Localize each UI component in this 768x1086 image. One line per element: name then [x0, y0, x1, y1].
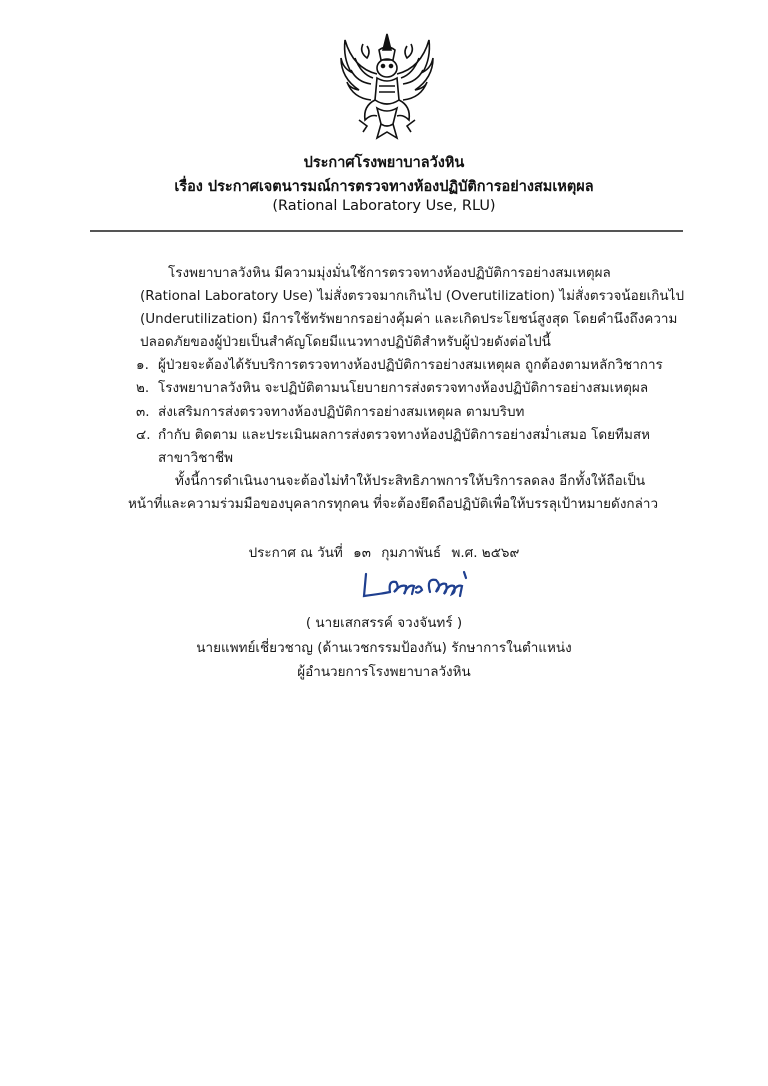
- date-month: กุมภาพันธ์: [381, 545, 442, 561]
- signer-title: ผู้อำนวยการโรงพยาบาลวังหิน: [297, 664, 471, 680]
- date-year: พ.ศ. ๒๕๖๙: [451, 545, 520, 561]
- header-divider: [90, 230, 683, 232]
- intro-line: โรงพยาบาลวังหิน มีความมุ่งมั่นใช้การตรวจทางห้องปฏิบัติการอย่างสมเหตุผล: [168, 265, 611, 281]
- intro-line: (Underutilization) มีการใช้ทรัพยากรอย่างคุ้มค่า และเกิดประโยชน์สูงสุด โดยคำนึงถึงความ: [140, 311, 678, 327]
- garuda-emblem-icon: [333, 28, 441, 146]
- date-day: ๑๓: [353, 545, 371, 561]
- list-item-text: กำกับ ติดตาม และประเมินผลการส่งตรวจทางห้องปฏิบัติการอย่างสม่ำเสมอ โดยทีมสห: [158, 427, 650, 443]
- list-item-number: ๔.: [136, 427, 151, 443]
- list-item: [136, 376, 648, 398]
- list-item-number: ๓.: [136, 404, 150, 420]
- intro-line: ปลอดภัยของผู้ป่วยเป็นสำคัญโดยมีแนวทางปฏิบัติสำหรับผู้ป่วยดังต่อไปนี้: [140, 334, 551, 350]
- intro-line: (Rational Laboratory Use) ไม่สั่งตรวจมากเกินไป (Overutilization) ไม่สั่งตรวจน้อยเกินไป: [140, 288, 685, 304]
- list-item-text: ส่งเสริมการส่งตรวจทางห้องปฏิบัติการอย่างสมเหตุผล ตามบริบท: [158, 404, 525, 420]
- announcement-subject: เรื่อง ประกาศเจตนารมณ์การตรวจทางห้องปฏิบัติการอย่างสมเหตุผล: [174, 179, 594, 195]
- closing-line: ทั้งนี้การดำเนินงานจะต้องไม่ทำให้ประสิทธิภาพการให้บริการลดลง อีกทั้งให้ถือเป็น: [175, 473, 646, 489]
- signature-icon: [360, 566, 480, 606]
- list-item: [136, 400, 524, 422]
- list-item: [136, 423, 650, 445]
- announcement-subtitle: (Rational Laboratory Use, RLU): [272, 198, 496, 214]
- signer-position: นายแพทย์เชี่ยวชาญ (ด้านเวชกรรมป้องกัน) รักษาการในตำแหน่ง: [196, 640, 572, 656]
- list-item-continuation: สาขาวิชาชีพ: [158, 450, 234, 466]
- announcement-date: [0, 541, 768, 563]
- list-item-number: ๑.: [136, 357, 149, 373]
- signer-name: ( นายเสกสรรค์ จวงจันทร์ ): [305, 615, 463, 631]
- list-item: [136, 353, 663, 375]
- list-item-number: ๒.: [136, 380, 150, 396]
- closing-line: หน้าที่และความร่วมมือของบุคลากรทุกคน ที่จะต้องยึดถือปฏิบัติเพื่อให้บรรลุเป้าหมายดังกล่าว: [128, 496, 659, 512]
- list-item-text: ผู้ป่วยจะต้องได้รับบริการตรวจทางห้องปฏิบัติการอย่างสมเหตุผล ถูกต้องตามหลักวิชาการ: [158, 357, 663, 373]
- list-item-text: โรงพยาบาลวังหิน จะปฏิบัติตามนโยบายการส่งตรวจทางห้องปฏิบัติการอย่างสมเหตุผล: [158, 380, 649, 396]
- announcement-title: ประกาศโรงพยาบาลวังหิน: [303, 155, 465, 171]
- date-prefix: ประกาศ ณ วันที่: [248, 545, 343, 561]
